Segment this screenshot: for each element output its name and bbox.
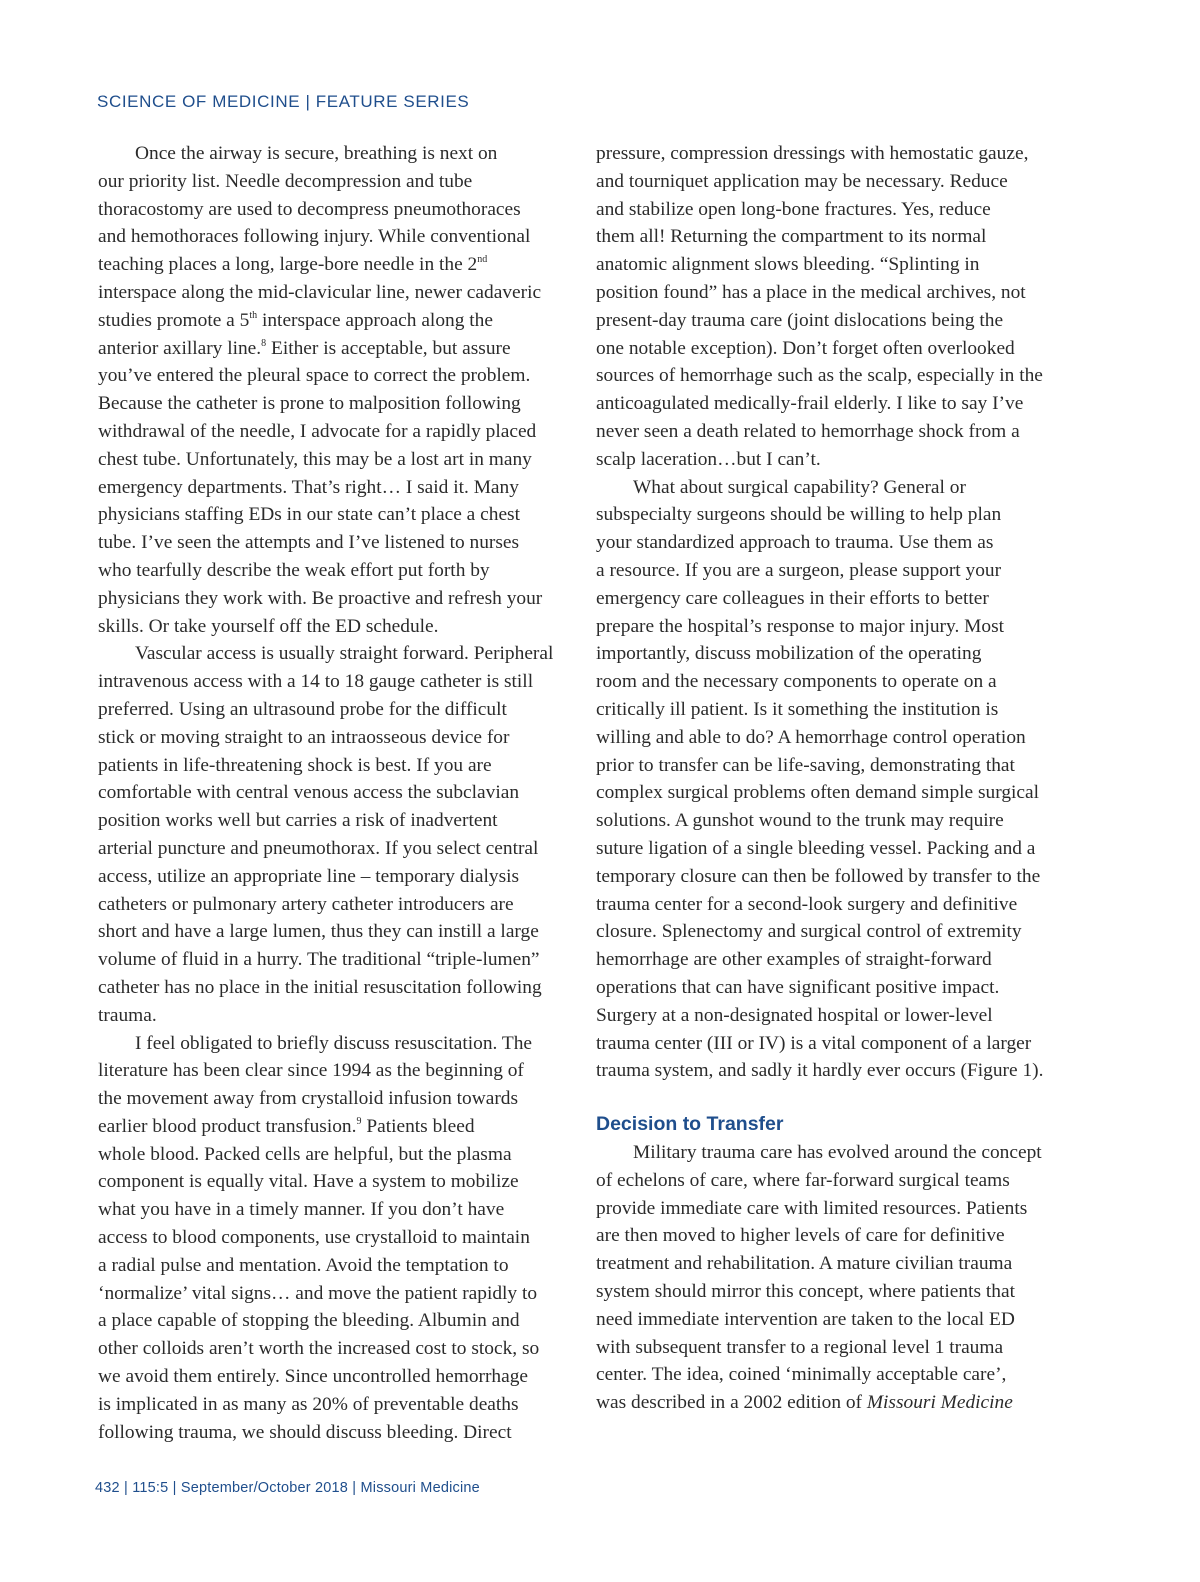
text-line: emergency care colleagues in their efforts to better bbox=[596, 587, 989, 609]
text-line: room and the necessary components to operate on a bbox=[596, 671, 997, 693]
text-line: teaching places a long, large-bore needle in the 2nd bbox=[98, 254, 488, 276]
text-line: physicians staffing EDs in our state can’t place a chest bbox=[98, 504, 520, 526]
citation-9: 9 bbox=[356, 1115, 362, 1127]
text-line: critically ill patient. Is it something the institution is bbox=[596, 698, 999, 720]
text-line: and hemothoraces following injury. While conventional bbox=[98, 226, 531, 248]
paragraph-hemorrhage-control bbox=[596, 140, 1082, 474]
text-line: What about surgical capability? General or bbox=[633, 476, 966, 498]
superscript: th bbox=[249, 309, 258, 321]
paragraph-decision-to-transfer bbox=[596, 1139, 1082, 1417]
text-line: and tourniquet application may be necessary. Reduce bbox=[596, 170, 1008, 192]
text-line: Once the airway is secure, breathing is next on bbox=[135, 143, 498, 164]
text-line: stick or moving straight to an intraosseous device for bbox=[98, 726, 510, 748]
text-line: never seen a death related to hemorrhage shock from a bbox=[596, 420, 1020, 442]
text-line: intravenous access with a 14 to 18 gauge catheter is still bbox=[98, 671, 534, 693]
text-line: catheter has no place in the initial resuscitation following bbox=[98, 976, 542, 998]
text-line: what you have in a timely manner. If you don’t have bbox=[98, 1199, 505, 1221]
text-line: we avoid them entirely. Since uncontrolled hemorrhage bbox=[98, 1366, 529, 1388]
text-line: solutions. A gunshot wound to the trunk may require bbox=[596, 810, 1004, 832]
text-line: one notable exception). Don’t forget often overlooked bbox=[596, 337, 1015, 359]
text-line: arterial puncture and pneumothorax. If you select central bbox=[98, 837, 539, 859]
text-line: complex surgical problems often demand simple surgical bbox=[596, 782, 1040, 804]
text-line: our priority list. Needle decompression and tube bbox=[98, 170, 473, 192]
text-line: and stabilize open long-bone fractures. Yes, reduce bbox=[596, 198, 991, 220]
text-line: center. The idea, coined ‘minimally acceptable care’, bbox=[596, 1364, 1007, 1386]
text-line: preferred. Using an ultrasound probe for the difficult bbox=[98, 698, 507, 720]
text-line: treatment and rehabilitation. A mature civilian trauma bbox=[596, 1253, 1013, 1275]
paragraph-surgical-capability bbox=[596, 474, 1082, 1086]
paragraph-vascular-access bbox=[98, 640, 576, 1029]
text-line: scalp laceration…but I can’t. bbox=[596, 448, 821, 470]
text-line: Surgery at a non-designated hospital or lower-level bbox=[596, 1004, 993, 1026]
text-line: operations that can have significant positive impact. bbox=[596, 976, 1000, 998]
text-line: position found” has a place in the medical archives, not bbox=[596, 281, 1026, 303]
text-line: earlier blood product transfusion.$^9$ Patients bleed bbox=[98, 1115, 475, 1137]
text-line: volume of fluid in a hurry. The traditional “triple-lumen” bbox=[98, 949, 540, 971]
text-line: anatomic alignment slows bleeding. “Splinting in bbox=[596, 254, 980, 276]
text-line: the movement away from crystalloid infusion towards bbox=[98, 1088, 519, 1110]
text-line: physicians they work with. Be proactive and refresh your bbox=[98, 587, 543, 609]
text-line: patients in life-threatening shock is best. If you are bbox=[98, 754, 492, 776]
text-line: trauma center (III or IV) is a vital component of a larger bbox=[596, 1032, 1032, 1054]
text-line: catheters or pulmonary artery catheter introducers are bbox=[98, 893, 514, 915]
text-line: prepare the hospital’s response to major injury. Most bbox=[596, 615, 1005, 637]
citation-8: 8 bbox=[261, 337, 267, 349]
text-line: closure. Splenectomy and surgical control of extremity bbox=[596, 921, 1022, 943]
text-line: following trauma, we should discuss bleeding. Direct bbox=[98, 1421, 512, 1443]
text-line: a place capable of stopping the bleeding. Albumin and bbox=[98, 1310, 520, 1332]
text-line: anterior axillary line.$^8$ Either is acceptable, but assure bbox=[98, 337, 511, 359]
text-line: hemorrhage are other examples of straight-forward bbox=[596, 949, 992, 971]
text-line: trauma. bbox=[98, 1004, 157, 1026]
text-line: interspace along the mid-clavicular line, newer cadaveric bbox=[98, 281, 542, 303]
text-line: present-day trauma care (joint dislocations being the bbox=[596, 309, 1004, 331]
text-line: skills. Or take yourself off the ED schedule. bbox=[98, 615, 439, 637]
text-line: are then moved to higher levels of care for definitive bbox=[596, 1225, 1005, 1247]
text-line: position works well but carries a risk of inadvertent bbox=[98, 810, 498, 832]
text-line: tube. I’ve seen the attempts and I’ve listened to nurses bbox=[98, 532, 520, 554]
text-line: was described in a 2002 edition of Missouri Medicine bbox=[596, 1392, 1013, 1414]
text-line: thoracostomy are used to decompress pneumothoraces bbox=[98, 198, 521, 220]
text-line: you’ve entered the pleural space to correct the problem. bbox=[98, 365, 531, 387]
text-line: suture ligation of a single bleeding vessel. Packing and a bbox=[596, 837, 1036, 859]
text-line: other colloids aren’t worth the increased cost to stock, so bbox=[98, 1338, 540, 1360]
text-line: of echelons of care, where far-forward surgical teams bbox=[596, 1169, 1010, 1191]
text-line: is implicated in as many as 20% of preventable deaths bbox=[98, 1393, 519, 1415]
running-head: SCIENCE OF MEDICINE | FEATURE SERIES bbox=[97, 92, 470, 111]
text-line: access to blood components, use crystalloid to maintain bbox=[98, 1227, 530, 1249]
right-column bbox=[596, 140, 1082, 1417]
text-line: trauma system, and sadly it hardly ever occurs (Figure 1). bbox=[596, 1060, 1044, 1082]
text-line: willing and able to do? A hemorrhage control operation bbox=[596, 726, 1026, 748]
text-line: ‘normalize’ vital signs… and move the patient rapidly to bbox=[98, 1282, 538, 1304]
page-footer: 432 | 115:5 | September/October 2018 | Missouri Medicine bbox=[95, 1480, 480, 1496]
section-heading: Decision to Transfer bbox=[596, 1113, 784, 1136]
text-line: withdrawal of the needle, I advocate for a rapidly placed bbox=[98, 420, 537, 442]
text-line: pressure, compression dressings with hemostatic gauze, bbox=[596, 143, 1029, 164]
text-line: with subsequent transfer to a regional level 1 trauma bbox=[596, 1336, 1004, 1358]
text-line: emergency departments. That’s right… I said it. Many bbox=[98, 476, 519, 498]
text-line: importantly, discuss mobilization of the operating bbox=[596, 643, 982, 665]
text-line: them all! Returning the compartment to its normal bbox=[596, 226, 987, 248]
text-line: Vascular access is usually straight forward. Peripheral bbox=[135, 643, 554, 665]
text-line: need immediate intervention are taken to the local ED bbox=[596, 1308, 1015, 1330]
text-line: comfortable with central venous access the subclavian bbox=[98, 782, 520, 804]
text-line: subspecialty surgeons should be willing to help plan bbox=[596, 504, 1002, 526]
text-line: prior to transfer can be life-saving, demonstrating that bbox=[596, 754, 1015, 776]
text-line: short and have a large lumen, thus they can instill a large bbox=[98, 921, 539, 943]
journal-title: Missouri Medicine bbox=[866, 1392, 1013, 1414]
text-line: your standardized approach to trauma. Use them as bbox=[596, 532, 994, 554]
text-line: trauma center for a second-look surgery and definitive bbox=[596, 893, 1018, 915]
text-line: studies promote a 5th interspace approach along the bbox=[98, 309, 493, 331]
text-line: whole blood. Packed cells are helpful, but the plasma bbox=[98, 1143, 512, 1165]
text-line: provide immediate care with limited resources. Patients bbox=[596, 1197, 1028, 1219]
text-line: temporary closure can then be followed by transfer to the bbox=[596, 865, 1041, 887]
left-column bbox=[98, 140, 576, 1446]
text-line: anticoagulated medically-frail elderly. I like to say I’ve bbox=[596, 393, 1024, 415]
text-line: literature has been clear since 1994 as the beginning of bbox=[98, 1060, 524, 1082]
text-line: access, utilize an appropriate line – temporary dialysis bbox=[98, 865, 520, 887]
text-line: Military trauma care has evolved around the concept bbox=[633, 1142, 1042, 1164]
text-line: a resource. If you are a surgeon, please support your bbox=[596, 559, 1002, 581]
text-line: sources of hemorrhage such as the scalp, especially in the bbox=[596, 365, 1043, 387]
text-line: I feel obligated to briefly discuss resuscitation. The bbox=[135, 1032, 533, 1054]
text-line: a radial pulse and mentation. Avoid the temptation to bbox=[98, 1254, 509, 1276]
text-line: system should mirror this concept, where patients that bbox=[596, 1281, 1015, 1303]
paragraph-breathing bbox=[98, 140, 576, 640]
paragraph-resuscitation bbox=[98, 1030, 576, 1447]
text-line: chest tube. Unfortunately, this may be a lost art in many bbox=[98, 448, 532, 470]
text-line: component is equally vital. Have a system to mobilize bbox=[98, 1171, 519, 1193]
text-line: Because the catheter is prone to malposition following bbox=[98, 393, 521, 415]
superscript: nd bbox=[477, 254, 488, 266]
text-line: who tearfully describe the weak effort put forth by bbox=[98, 559, 490, 581]
